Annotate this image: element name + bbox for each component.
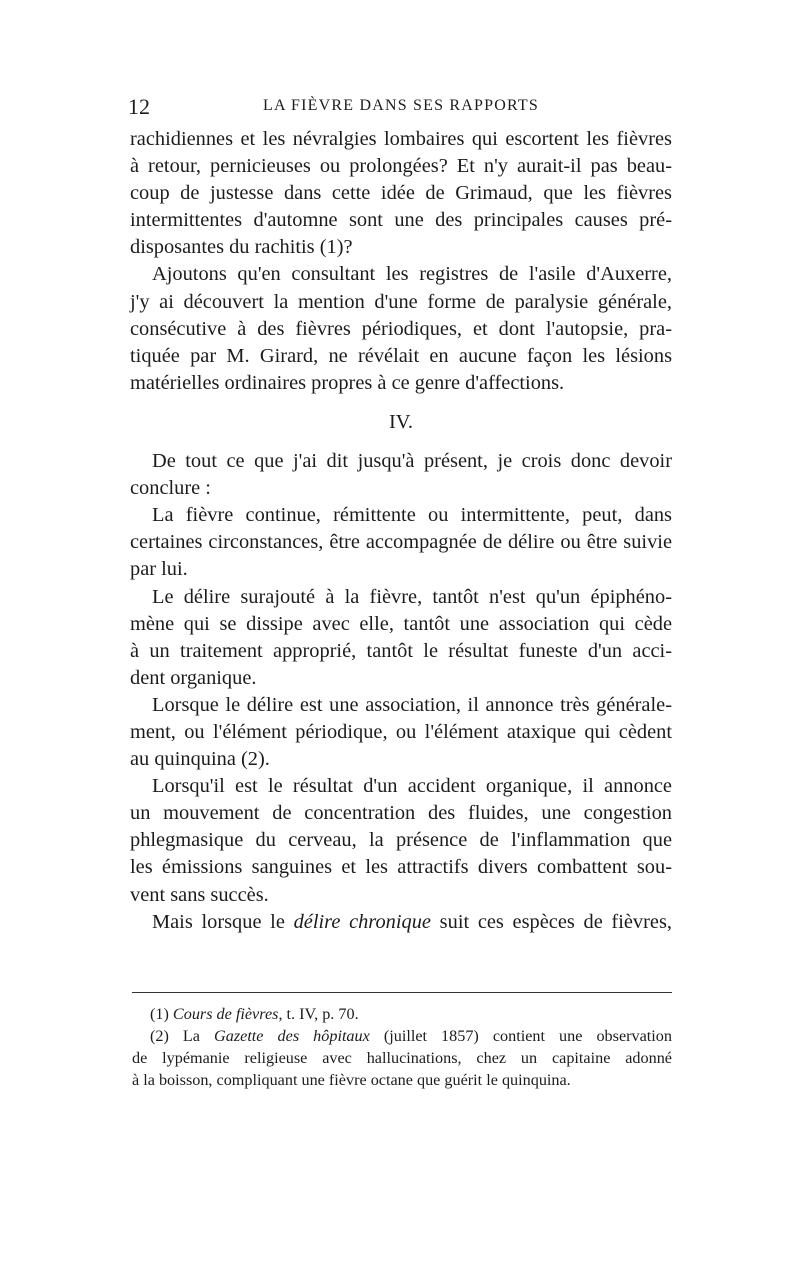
footnote-marker: (1) xyxy=(150,1005,173,1023)
footnote-2 xyxy=(132,1025,672,1047)
text-line xyxy=(130,909,672,936)
text-line: mène qui se dissipe avec elle, tantôt une association qui cède xyxy=(130,612,672,635)
text-line: vent sans succès. xyxy=(130,883,269,906)
text-line: ment, ou l'élément périodique, ou l'élément ataxique qui cèdent xyxy=(130,720,672,743)
footnote-title: Gazette des hôpitaux xyxy=(214,1027,370,1045)
text-line: à retour, pernicieuses ou prolongées? Et n'y aurait-il pas beau- xyxy=(130,155,672,178)
text-line: matérielles ordinaires propres à ce genre d'affections. xyxy=(130,371,565,394)
text-line: les émissions sanguines et les attractifs divers combattent sou- xyxy=(130,856,672,879)
footnotes xyxy=(132,1003,672,1091)
text-line: consécutive à des fièvres périodiques, et dont l'autopsie, pra- xyxy=(130,317,672,340)
section-heading: IV. xyxy=(389,410,413,433)
text-line: Ajoutons qu'en consultant les registres de l'asile d'Auxerre, xyxy=(152,263,672,286)
text-line: par lui. xyxy=(130,558,188,581)
text-line: phlegmasique du cerveau, la présence de l'inflammation que xyxy=(130,829,672,852)
page-number: 12 xyxy=(128,94,150,119)
page-header xyxy=(128,94,674,120)
text-run: Mais lorsque le xyxy=(152,910,294,933)
running-title: LA FIÈVRE DANS SES RAPPORTS xyxy=(263,97,539,114)
text-line: au quinquina (2). xyxy=(130,748,270,771)
footnote-text: (juillet 1857) contient une observation xyxy=(369,1027,672,1045)
text-line: Lorsque le délire est une association, il annonce très générale- xyxy=(152,693,672,716)
footnote-1 xyxy=(132,1003,672,1025)
text-line: conclure : xyxy=(130,477,211,500)
footnote-text: , t. IV, p. 70. xyxy=(278,1005,359,1023)
text-line: à un traitement approprié, tantôt le résultat funeste d'un acci- xyxy=(130,639,672,662)
text-line: De tout ce que j'ai dit jusqu'à présent, je crois donc devoir xyxy=(152,450,672,473)
text-line: Lorsqu'il est le résultat d'un accident organique, il annonce xyxy=(152,775,672,798)
text-line: disposantes du rachitis (1)? xyxy=(130,236,353,259)
text-line: certaines circonstances, être accompagnée de délire ou être suivie xyxy=(130,531,672,554)
italic-term: délire chronique xyxy=(293,910,431,933)
text-line: un mouvement de concentration des fluides, une congestion xyxy=(130,802,672,825)
text-line: intermittentes d'automne sont une des principales causes pré- xyxy=(130,209,672,232)
text-line: j'y ai découvert la mention d'une forme de paralysie générale, xyxy=(130,290,672,313)
footnote-title: Cours de fièvres xyxy=(172,1005,279,1023)
footnote-2-line-2: de lypémanie religieuse avec hallucinations, chez un capitaine adonné xyxy=(132,1049,672,1067)
text-line: rachidiennes et les névralgies lombaires qui escortent les fièvres xyxy=(130,128,672,150)
text-line: tiquée par M. Girard, ne révélait en aucune façon les lésions xyxy=(130,344,672,367)
body-text xyxy=(130,126,672,936)
text-line: coup de justesse dans cette idée de Grimaud, que les fièvres xyxy=(130,182,672,205)
text-line: Le délire surajouté à la fièvre, tantôt n'est qu'un épiphéno- xyxy=(152,585,672,608)
text-run: suit ces espèces de fièvres, xyxy=(431,910,672,933)
text-line: La fièvre continue, rémittente ou intermittente, peut, dans xyxy=(152,504,672,527)
text-line: dent organique. xyxy=(130,666,257,689)
footnote-2-line-3: à la boisson, compliquant une fièvre octane que guérit le quinquina. xyxy=(132,1071,571,1089)
footnote-marker: (2) La xyxy=(150,1027,215,1045)
footnote-rule xyxy=(132,992,672,993)
